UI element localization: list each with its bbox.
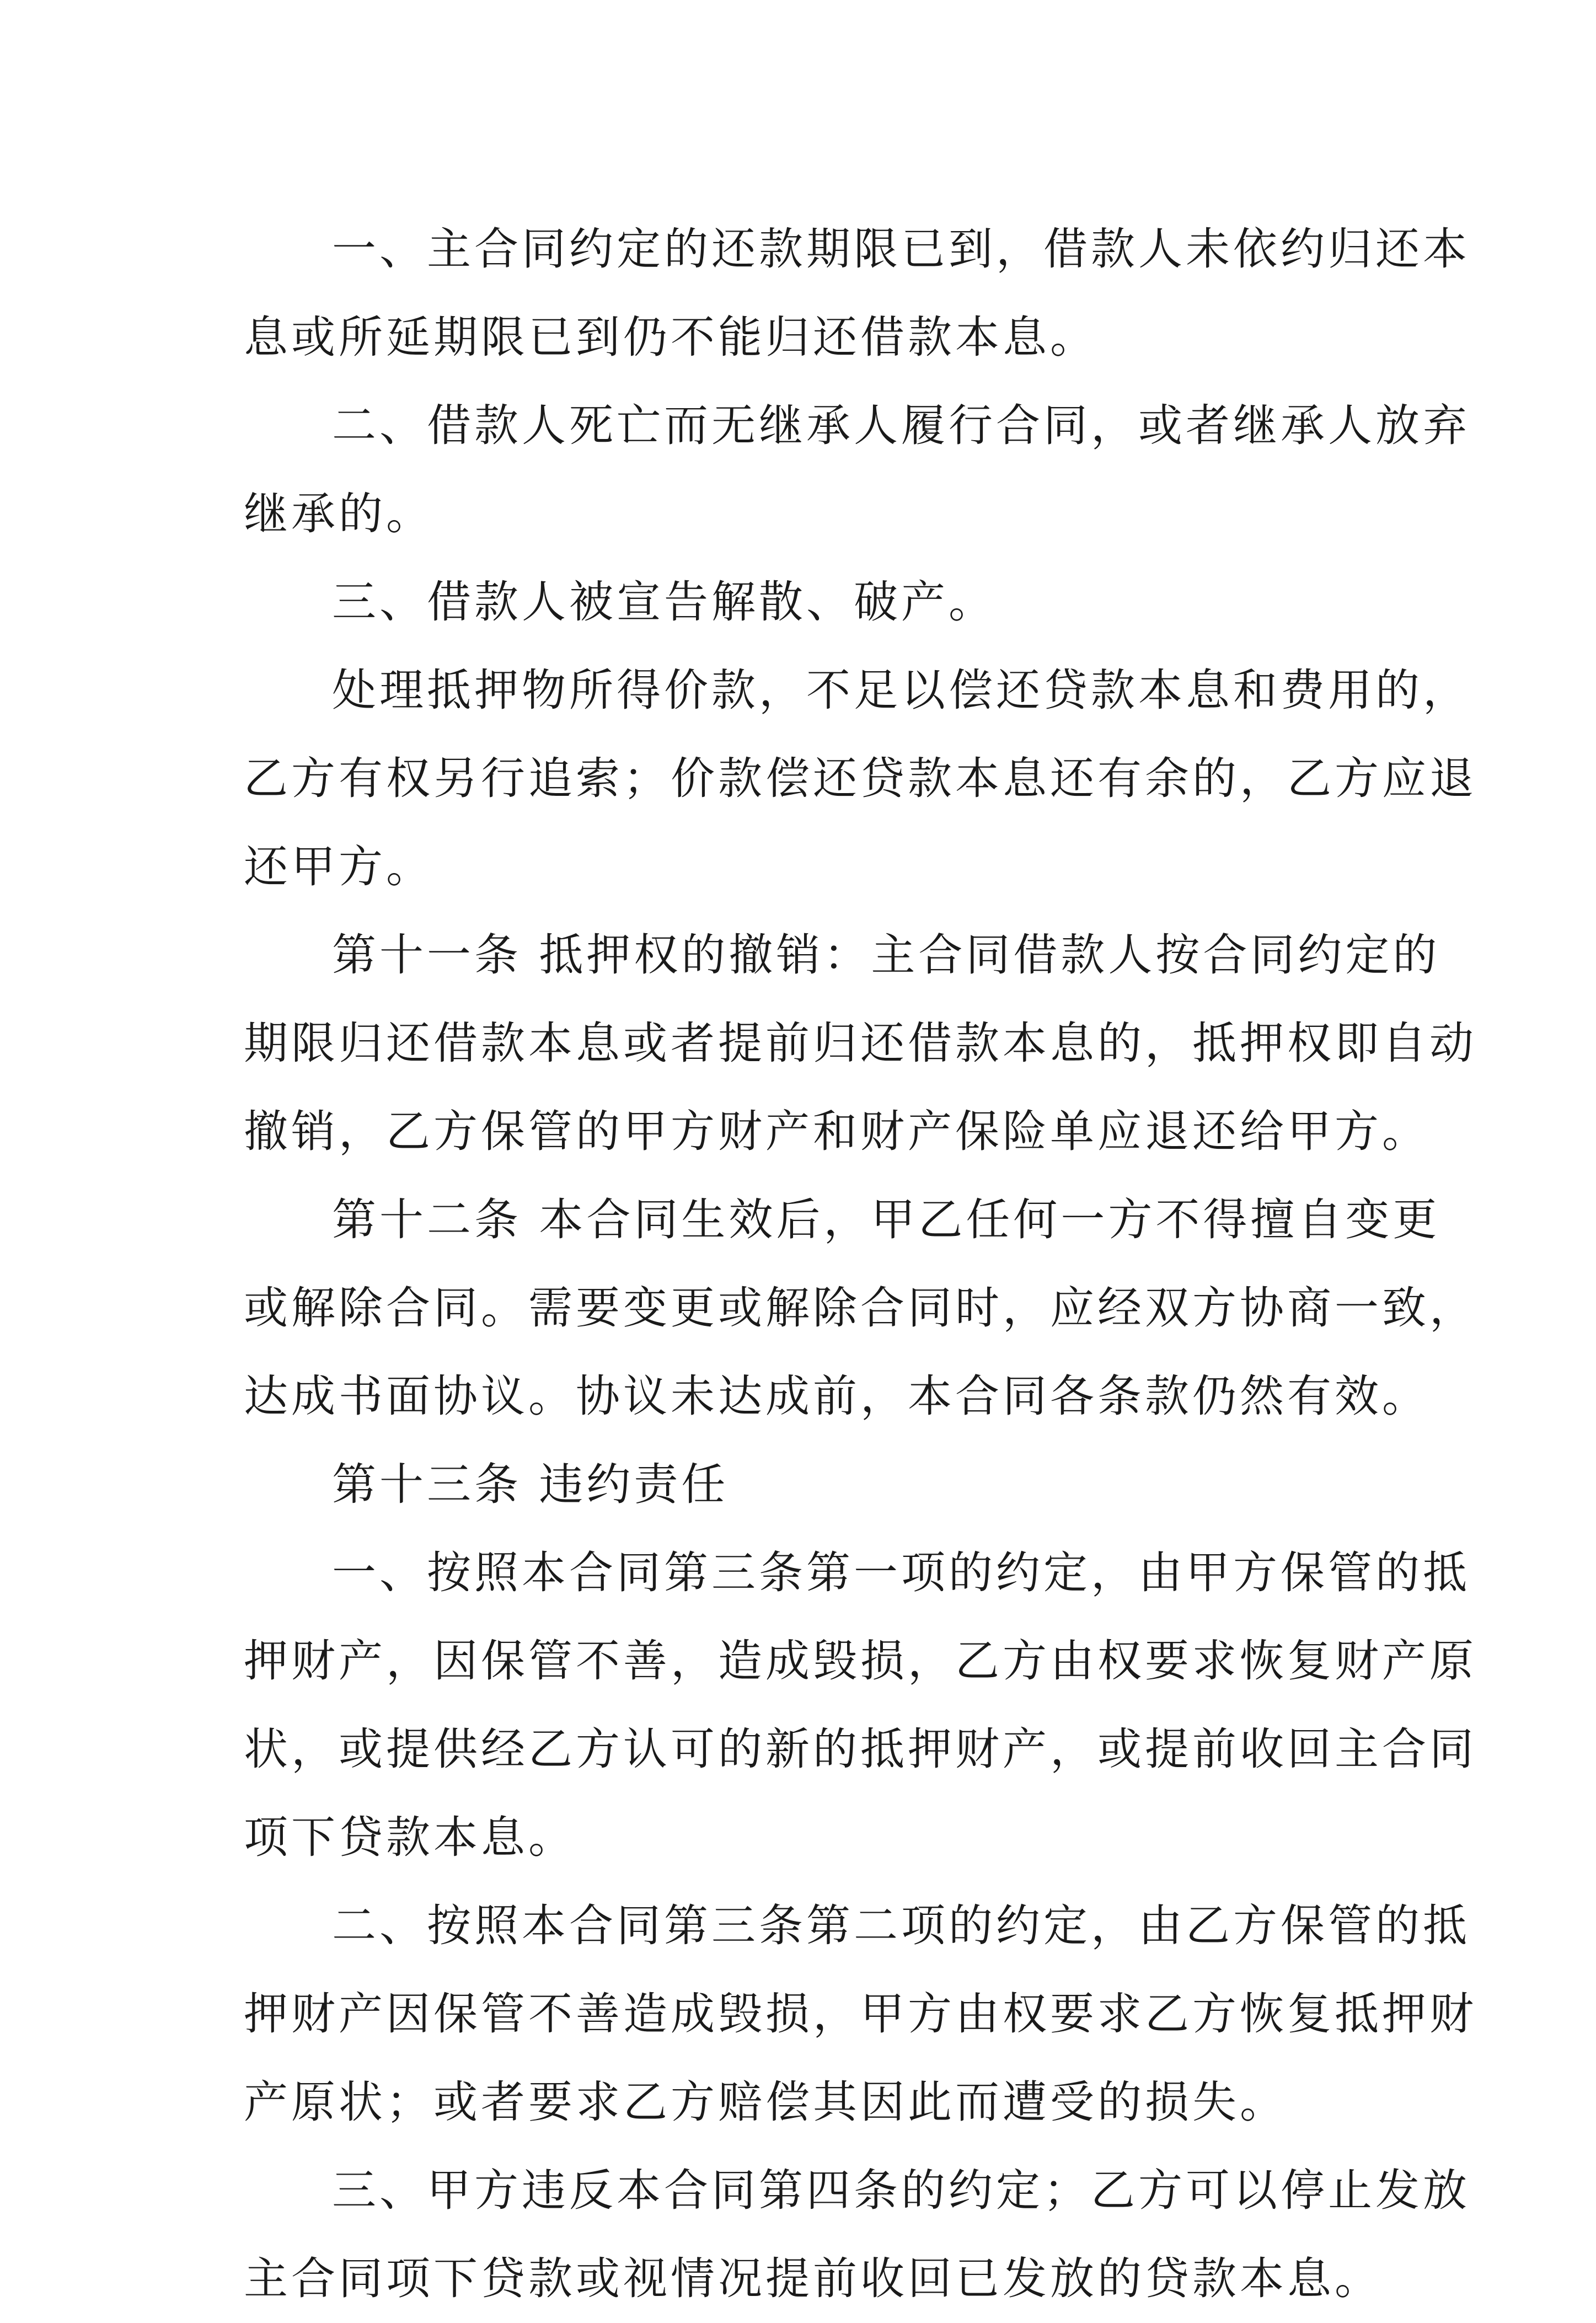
text-line: 二、按照本合同第三条第二项的约定，由乙方保管的抵 [332,1900,1470,1951]
document-body [244,205,1477,2323]
text-line: 状，或提供经乙方认可的新的抵押财产，或提前收回主合同 [244,1723,1477,1775]
text-line: 产原状；或者要求乙方赔偿其因此而遭受的损失。 [244,2076,1287,2128]
text-line: 一、按照本合同第三条第一项的约定，由甲方保管的抵 [332,1547,1470,1598]
text-line: 二、借款人死亡而无继承人履行合同，或者继承人放弃 [332,400,1470,451]
text-line: 项下贷款本息。 [244,1812,576,1863]
text-line: 期限归还借款本息或者提前归还借款本息的，抵押权即自动 [244,1018,1477,1069]
text-line: 息或所延期限已到仍不能归还借款本息。 [244,312,1097,363]
text-line: 押财产因保管不善造成毁损，甲方由权要求乙方恢复抵押财 [244,1988,1477,2040]
text-line: 达成书面协议。协议未达成前，本合同各条款仍然有效。 [244,1371,1429,1422]
text-line: 继承的。 [244,488,433,539]
text-line: 押财产，因保管不善，造成毁损，乙方由权要求恢复财产原 [244,1635,1477,1687]
text-line: 处理抵押物所得价款，不足以偿还贷款本息和费用的， [332,665,1470,716]
text-line: 第十一条 抵押权的撤销：主合同借款人按合同约定的 [332,929,1440,981]
text-line: 第十二条 本合同生效后，甲乙任何一方不得擅自变更 [332,1194,1440,1245]
text-line: 乙方有权另行追索；价款偿还贷款本息还有余的，乙方应退 [244,753,1477,804]
text-line: 三、甲方违反本合同第四条的约定；乙方可以停止发放 [332,2165,1470,2216]
text-line: 三、借款人被宣告解散、破产。 [332,576,996,628]
text-line: 主合同项下贷款或视情况提前收回已发放的贷款本息。 [244,2253,1382,2304]
text-line: 一、主合同约定的还款期限已到，借款人未依约归还本 [332,223,1470,275]
text-line: 还甲方。 [244,841,433,892]
text-line: 第十三条 违约责任 [332,1459,729,1510]
text-line: 或解除合同。需要变更或解除合同时，应经双方协商一致， [244,1282,1477,1334]
text-line: 撤销，乙方保管的甲方财产和财产保险单应退还给甲方。 [244,1106,1429,1157]
